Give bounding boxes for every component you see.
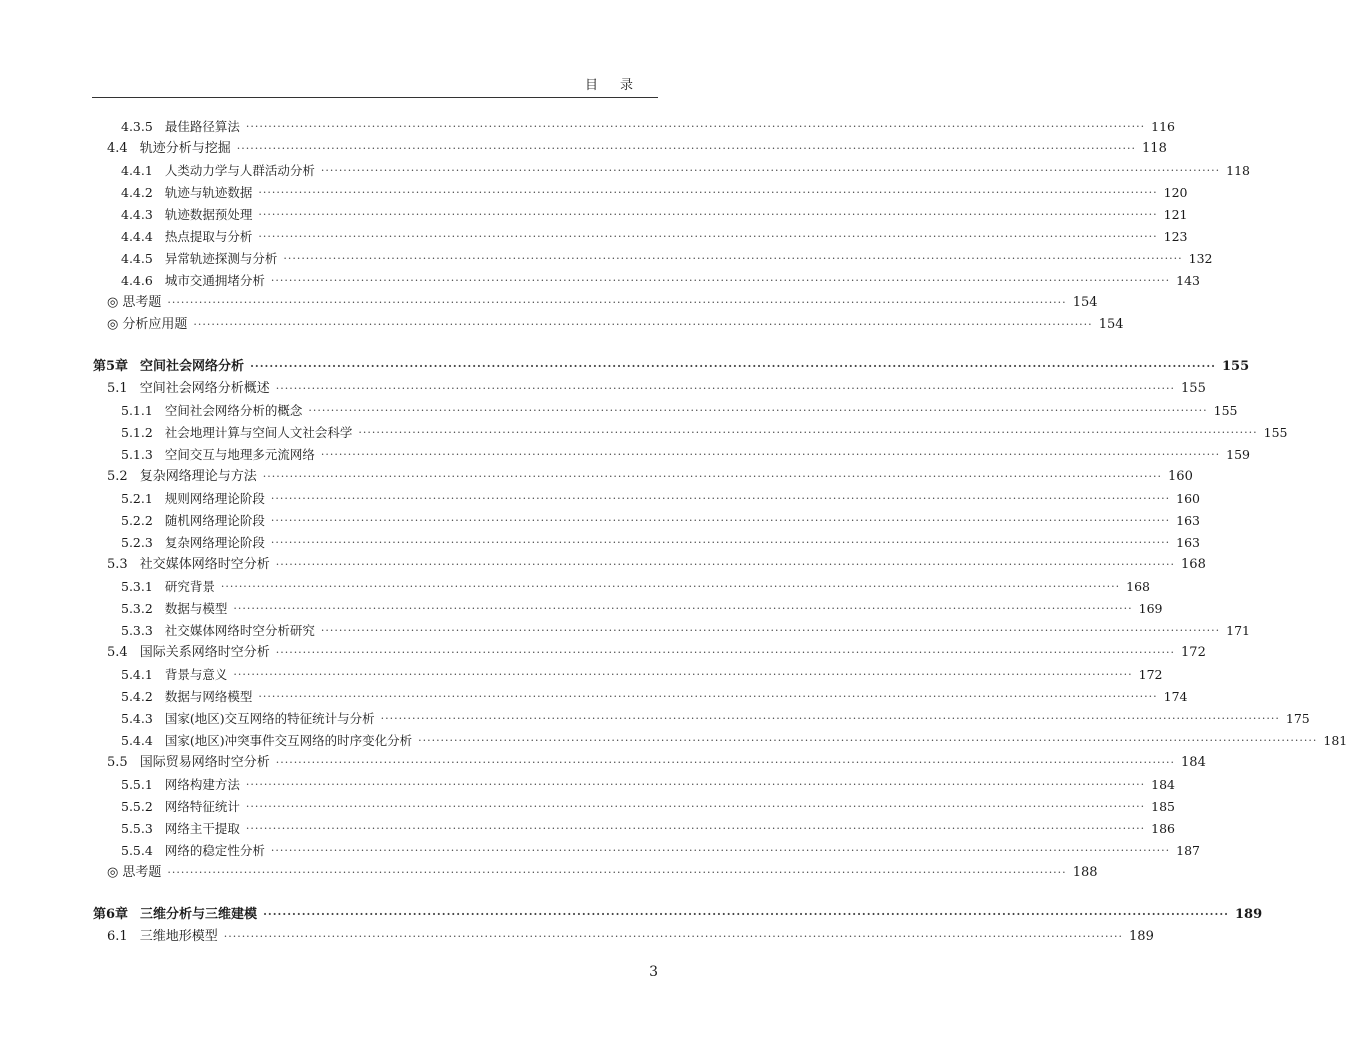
- toc-entry-number: 5.5.1: [121, 777, 153, 792]
- toc-entry-page: 120: [1163, 185, 1188, 200]
- toc-entry-sub[interactable]: [0, 774, 1176, 796]
- toc-entry-extra[interactable]: [0, 862, 1098, 884]
- toc-entry-title: 轨迹与轨迹数据: [164, 185, 253, 200]
- toc-entry-sub[interactable]: [0, 422, 1288, 444]
- dot-leader: ········································································································································································································: [250, 360, 1216, 373]
- toc-entry-title: 复杂网络理论与方法: [139, 469, 257, 484]
- dot-leader: ········································································································································································································: [308, 404, 1208, 417]
- toc-entry-title: 数据与网络模型: [164, 689, 253, 704]
- toc-entry-number: 5.4.1: [121, 667, 153, 682]
- toc-entry-number: 4.3.5: [121, 119, 153, 134]
- toc-entry-sub[interactable]: [0, 686, 1188, 708]
- dot-leader: ········································································································································································································: [270, 274, 1171, 287]
- dot-leader: ········································································································································································································: [223, 930, 1124, 943]
- dot-leader: ········································································································································································································: [275, 558, 1176, 571]
- toc-entry-section[interactable]: [0, 378, 1206, 400]
- toc-entry-section[interactable]: [0, 642, 1206, 664]
- dot-leader: ········································································································································································································: [220, 580, 1121, 593]
- toc-entry-title: 思考题: [122, 865, 162, 880]
- toc-entry-page: 123: [1163, 229, 1188, 244]
- toc-entry-page: 132: [1188, 251, 1213, 266]
- toc-entry-page: 154: [1072, 295, 1098, 310]
- toc-entry-page: 118: [1142, 141, 1167, 156]
- toc-entry-sub[interactable]: [0, 182, 1188, 204]
- toc-entry-sub[interactable]: [0, 730, 1347, 752]
- dot-leader: ········································································································································································································: [236, 142, 1137, 155]
- dot-leader: ········································································································································································································: [245, 822, 1146, 835]
- dot-leader: ········································································································································································································: [270, 492, 1171, 505]
- toc-entry-page: 168: [1126, 579, 1151, 594]
- toc-entry-section[interactable]: [0, 752, 1206, 774]
- toc-entry-page: 181: [1323, 733, 1347, 748]
- toc-entry-page: 184: [1181, 755, 1206, 770]
- toc-entry-number: 5.1.2: [121, 425, 153, 440]
- dot-leader: ········································································································································································································: [275, 382, 1176, 395]
- toc-entry-title: 三维地形模型: [139, 929, 218, 944]
- toc-entry-section[interactable]: [0, 926, 1154, 948]
- toc-entry-title: 思考题: [122, 295, 162, 310]
- toc-entry-title: 城市交通拥堵分析: [164, 273, 265, 288]
- toc-entry-sub[interactable]: [0, 270, 1201, 292]
- toc-entry-number: 5.4.4: [121, 733, 153, 748]
- dot-leader: ········································································································································································································: [245, 800, 1146, 813]
- toc-entry-page: 187: [1176, 843, 1201, 858]
- toc-entry-title: 数据与模型: [164, 601, 228, 616]
- toc-entry-sub[interactable]: [0, 248, 1213, 270]
- toc-entry-page: 169: [1138, 601, 1163, 616]
- toc-entry-sub[interactable]: [0, 226, 1188, 248]
- toc-entry-title: 网络构建方法: [164, 777, 240, 792]
- toc-entry-page: 189: [1234, 907, 1263, 922]
- toc-entry-sub[interactable]: [0, 708, 1310, 730]
- toc-entry-page: 175: [1285, 711, 1310, 726]
- toc-entry-section[interactable]: [0, 554, 1206, 576]
- toc-entry-title: 国际关系网络时空分析: [139, 645, 270, 660]
- toc-entry-sub[interactable]: [0, 488, 1201, 510]
- dot-leader: ········································································································································································································: [320, 624, 1221, 637]
- toc-entry-number: 4.4.2: [121, 185, 153, 200]
- toc-entry-section[interactable]: [0, 138, 1167, 160]
- toc-entry-extra[interactable]: [0, 314, 1124, 336]
- toc-entry-title: 国家(地区)冲突事件交互网络的时序变化分析: [164, 733, 413, 748]
- toc-entry-number: 4.4.4: [121, 229, 153, 244]
- toc-entry-page: 116: [1151, 119, 1176, 134]
- dot-leader: ········································································································································································································: [380, 712, 1280, 725]
- toc-entry-number: 5.5: [107, 755, 128, 770]
- toc-entry-page: 154: [1098, 317, 1124, 332]
- toc-entry-title: 分析应用题: [122, 317, 188, 332]
- dot-leader: ········································································································································································································: [358, 426, 1258, 439]
- toc-entry-page: 163: [1176, 513, 1201, 528]
- toc-entry-sub[interactable]: [0, 818, 1176, 840]
- toc-entry-title: 热点提取与分析: [164, 229, 253, 244]
- toc-entry-number: 5.2.3: [121, 535, 153, 550]
- toc-entry-page: 163: [1176, 535, 1201, 550]
- header-rule: [92, 97, 658, 98]
- toc-entry-chapter[interactable]: [0, 904, 1263, 926]
- page-number: 3: [649, 964, 658, 980]
- toc-entry-title: 社会地理计算与空间人文社会科学: [164, 425, 353, 440]
- toc-entry-title: 三维分析与三维建模: [140, 907, 258, 922]
- dot-leader: ········································································································································································································: [320, 448, 1221, 461]
- toc-entry-sub[interactable]: [0, 532, 1201, 554]
- toc-entry-number: 5.5.3: [121, 821, 153, 836]
- toc-entry-title: 轨迹数据预处理: [164, 207, 253, 222]
- toc-entry-number: 5.5.4: [121, 843, 153, 858]
- toc-entry-page: 143: [1176, 273, 1201, 288]
- toc-entry-title: 网络主干提取: [164, 821, 240, 836]
- dot-leader: ········································································································································································································: [167, 866, 1067, 879]
- toc-entry-title: 人类动力学与人群活动分析: [164, 163, 315, 178]
- toc-entry-sub[interactable]: [0, 204, 1188, 226]
- toc-entry-number: 5.2.1: [121, 491, 153, 506]
- toc-entry-number: 5.1.3: [121, 447, 153, 462]
- toc-entry-number: 5.3.1: [121, 579, 153, 594]
- toc-entry-sub[interactable]: [0, 400, 1238, 422]
- toc-entry-sub[interactable]: [0, 160, 1251, 182]
- toc-entry-number: ◎: [107, 865, 119, 880]
- toc-entry-number: ◎: [107, 295, 119, 310]
- toc-entry-title: 异常轨迹探测与分析: [164, 251, 278, 266]
- toc-entry-sub[interactable]: [0, 664, 1163, 686]
- toc-entry-page: 121: [1163, 207, 1188, 222]
- dot-leader: ········································································································································································································: [262, 470, 1163, 483]
- toc-entry-page: 168: [1181, 557, 1206, 572]
- dot-leader: ········································································································································································································: [233, 602, 1133, 615]
- toc-entry-title: 轨迹分析与挖掘: [139, 141, 231, 156]
- dot-leader: ········································································································································································································: [275, 756, 1176, 769]
- toc-entry-extra[interactable]: [0, 292, 1098, 314]
- toc-entry-page: 155: [1181, 381, 1206, 396]
- toc-entry-number: 5.1.1: [121, 403, 153, 418]
- toc-entry-page: 155: [1221, 359, 1250, 374]
- toc-entry-sub[interactable]: [0, 840, 1201, 862]
- toc-entry-sub[interactable]: [0, 510, 1201, 532]
- toc-entry-page: 189: [1129, 929, 1154, 944]
- dot-leader: ········································································································································································································: [270, 844, 1171, 857]
- toc-entry-page: 159: [1226, 447, 1251, 462]
- toc-entry-title: 空间社会网络分析概述: [139, 381, 270, 396]
- toc-entry-sub[interactable]: [0, 576, 1151, 598]
- toc-entry-page: 172: [1181, 645, 1206, 660]
- toc-entry-title: 国际贸易网络时空分析: [139, 755, 270, 770]
- toc-entry-title: 网络的稳定性分析: [164, 843, 265, 858]
- dot-leader: ········································································································································································································: [245, 120, 1146, 133]
- toc-entry-sub[interactable]: [0, 620, 1251, 642]
- dot-leader: ········································································································································································································: [258, 186, 1158, 199]
- toc-entry-number: 第5章: [93, 359, 129, 374]
- toc-entry-page: 186: [1151, 821, 1176, 836]
- toc-entry-number: 5.4: [107, 645, 128, 660]
- toc-entry-number: 5.3.3: [121, 623, 153, 638]
- toc-entry-number: 4.4.5: [121, 251, 153, 266]
- toc-entry-title: 研究背景: [164, 579, 215, 594]
- dot-leader: ········································································································································································································: [233, 668, 1133, 681]
- toc-entry-number: 5.4.3: [121, 711, 153, 726]
- toc-entry-page: 160: [1168, 469, 1193, 484]
- toc-entry-page: 172: [1138, 667, 1163, 682]
- toc-entry-title: 社交媒体网络时空分析研究: [164, 623, 315, 638]
- dot-leader: ········································································································································································································: [258, 690, 1158, 703]
- toc-entry-number: 4.4.6: [121, 273, 153, 288]
- toc-entry-page: 155: [1263, 425, 1288, 440]
- toc-entry-title: 随机网络理论阶段: [164, 513, 265, 528]
- toc-entry-number: 5.1: [107, 381, 128, 396]
- toc-entry-page: 155: [1213, 403, 1238, 418]
- toc-entry-page: 118: [1226, 163, 1251, 178]
- toc-entry-page: 171: [1226, 623, 1251, 638]
- dot-leader: ········································································································································································································: [258, 208, 1158, 221]
- toc-entry-section[interactable]: [0, 466, 1193, 488]
- dot-leader: ········································································································································································································: [418, 734, 1318, 747]
- dot-leader: ········································································································································································································: [193, 318, 1093, 331]
- toc-entry-title: 国家(地区)交互网络的特征统计与分析: [164, 711, 375, 726]
- toc-entry-chapter[interactable]: [0, 356, 1250, 378]
- toc-entry-sub[interactable]: [0, 444, 1251, 466]
- toc-entry-title: 空间社会网络分析的概念: [164, 403, 303, 418]
- toc-entry-number: 4.4.3: [121, 207, 153, 222]
- toc-entry-page: 174: [1163, 689, 1188, 704]
- toc-entry-number: 6.1: [107, 929, 128, 944]
- dot-leader: ········································································································································································································: [263, 908, 1229, 921]
- dot-leader: ········································································································································································································: [320, 164, 1221, 177]
- dot-leader: ········································································································································································································: [283, 252, 1183, 265]
- toc-entry-number: 第6章: [93, 907, 129, 922]
- toc-entry-title: 最佳路径算法: [164, 119, 240, 134]
- dot-leader: ········································································································································································································: [245, 778, 1146, 791]
- toc-entry-number: 5.2.2: [121, 513, 153, 528]
- toc-entry-number: 5.4.2: [121, 689, 153, 704]
- toc-entry-sub[interactable]: [0, 598, 1163, 620]
- dot-leader: ········································································································································································································: [270, 536, 1171, 549]
- toc-entry-number: ◎: [107, 317, 119, 332]
- toc-entry-number: 5.3.2: [121, 601, 153, 616]
- dot-leader: ········································································································································································································: [275, 646, 1176, 659]
- toc-entry-sub[interactable]: [0, 796, 1176, 818]
- dot-leader: ········································································································································································································: [258, 230, 1158, 243]
- toc-entry-number: 5.3: [107, 557, 128, 572]
- toc-entry-number: 4.4: [107, 141, 128, 156]
- toc-entry-title: 复杂网络理论阶段: [164, 535, 265, 550]
- toc-entry-page: 185: [1151, 799, 1176, 814]
- toc-entry-title: 社交媒体网络时空分析: [139, 557, 270, 572]
- toc-entry-page: 184: [1151, 777, 1176, 792]
- toc-entry-title: 空间社会网络分析: [140, 359, 245, 374]
- page-header-title: 目录: [584, 78, 655, 93]
- toc-entry-title: 空间交互与地理多元流网络: [164, 447, 315, 462]
- toc-entry-number: 5.2: [107, 469, 128, 484]
- toc-entry-title: 背景与意义: [164, 667, 228, 682]
- toc-entry-page: 160: [1176, 491, 1201, 506]
- toc-entry-title: 网络特征统计: [164, 799, 240, 814]
- toc-entry-number: 5.5.2: [121, 799, 153, 814]
- toc-entry-number: 4.4.1: [121, 163, 153, 178]
- toc-entry-sub[interactable]: [0, 116, 1176, 138]
- dot-leader: ········································································································································································································: [167, 296, 1067, 309]
- toc-entry-page: 188: [1072, 865, 1098, 880]
- toc-entry-title: 规则网络理论阶段: [164, 491, 265, 506]
- dot-leader: ········································································································································································································: [270, 514, 1171, 527]
